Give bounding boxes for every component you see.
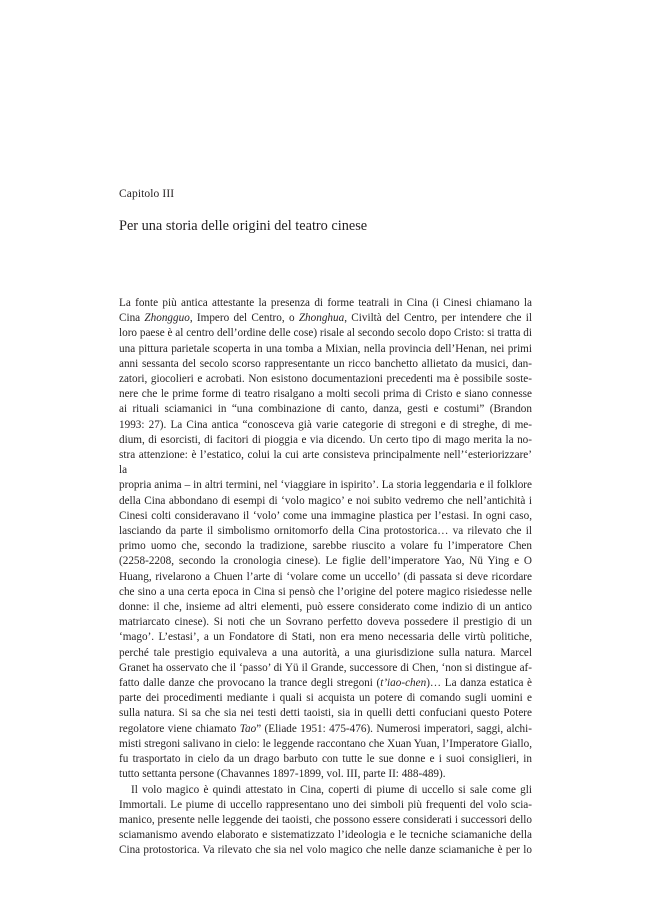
text-line: nere che le prime forme di teatro risalgano a molti secoli prima di Cristo e siano connesse xyxy=(119,388,532,401)
text-line: loro paese è al centro dell’ordine delle cose) risale al secondo secolo dopo Cristo: si tratta di xyxy=(119,327,532,340)
text-line: Immortali. Le piume di uccello rappresentano uno dei simboli più frequenti del volo scia- xyxy=(119,798,532,811)
text-line: una pittura parietale scoperta in una tomba a Mixian, nella provincia dell’Henan, nei primi xyxy=(119,342,532,355)
text-line: perché tale prestigio equivaleva a una autorità, a una giurisdizione sulla natura. Marcel xyxy=(119,646,532,659)
text-line: Cina Zhongguo, Impero del Centro, o Zhonghua, Civiltà del Centro, per intendere che il xyxy=(119,312,532,325)
text-line: manico, presente nelle leggende dei taoisti, che possono essere considerati i successori dello xyxy=(119,813,532,826)
text-line: sulla natura. Si sa che sia nei testi detti taoisti, sia in quelli detti confuciani questo Potere xyxy=(119,707,532,720)
text-line: tutto settanta persone (Chavannes 1897-1899, vol. III, parte II: 488-489). xyxy=(119,768,446,781)
chapter-title: Per una storia delle origini del teatro cinese xyxy=(119,218,368,234)
text-line: Il volo magico è quindi attestato in Cina, coperti di piume di uccello si sale come gli xyxy=(131,783,532,796)
text-line: dium, di esorcisti, di facitori di pioggia e via dicendo. Un certo tipo di mago merita la no- xyxy=(119,433,532,446)
text-line: fatto dalle danze che provocano la trance degli stregoni (t’iao-chen)… La danza estatica è xyxy=(119,677,532,690)
italic-term: Zhonghua xyxy=(298,312,345,325)
body-text xyxy=(119,296,532,859)
text-line: (2258-2208, secondo la cronologia cinese). Le figlie dell’imperatore Yao, Nü Ying e O xyxy=(119,555,532,568)
paragraph-1 xyxy=(119,296,532,783)
text-line: stra attenzione: è l’estatico, colui la cui arte consisteva principalmente nell’‘esteriorizzare’ la xyxy=(119,449,532,477)
text-line: donne: il che, insieme ad altri elementi, può essere considerato come indizio di un antico xyxy=(119,601,532,614)
text-line: ‘mago’. L’estasi’, a un Fondatore di Stati, non era meno necessaria delle virtù politiche, xyxy=(119,631,532,644)
text-line: parte dei procedimenti mediante i quali si acquista un potere di comando sugli uomini e xyxy=(119,692,532,705)
text-line: sciamanismo avendo elaborato e sistematizzato l’ideologia e le tecniche sciamaniche della xyxy=(119,829,532,842)
text-line: che sino a una certa epoca in Cina si pensò che l’origine del potere magico risiedesse nelle xyxy=(119,585,532,598)
text-line: Cinesi colti consideravano il ‘volo’ come una immagine plastica per l’estasi. In ogni caso, xyxy=(119,509,532,522)
text-line: regolatore viene chiamato Tao” (Eliade 1951: 475-476). Numerosi imperatori, saggi, alchi- xyxy=(119,722,532,735)
text-line: Granet ha osservato che il ‘passo’ di Yü il Grande, successore di Chen, ‘non si distingue af- xyxy=(119,661,532,674)
chapter-label: Capitolo III xyxy=(119,188,175,200)
italic-term: Zhongguo xyxy=(144,312,190,325)
text-line: Cina protostorica. Va rilevato che sia nel volo magico che nelle danze sciamaniche è per lo xyxy=(119,844,532,857)
text-line: misti stregoni salivano in cielo: le leggende raccontano che Xuan Yuan, l’Imperatore Giallo, xyxy=(119,737,532,750)
text-line: La fonte più antica attestante la presenza di forme teatrali in Cina (i Cinesi chiamano la xyxy=(119,297,532,309)
italic-term: t’iao-chen xyxy=(380,677,427,690)
text-line: propria anima – in altri termini, nel ‘viaggiare in ispirito’. La storia leggendaria e il folklore xyxy=(119,479,532,492)
text-line: fu trasportato in cielo da un drago barbuto con tutte le sue donne e i suoi consiglieri, in xyxy=(119,753,532,766)
italic-term: Tao xyxy=(239,722,257,735)
text-line: della Cina abbondano di esempi di ‘volo magico’ e noi subito vedremo che nell’antichità i xyxy=(119,494,532,507)
text-line: lasciando da parte il simbolismo ornitomorfo della Cina protostorica… va rilevato che il xyxy=(119,525,532,538)
text-line: 1993: 27). La Cina antica “conosceva già varie categorie di stregoni e di streghe, di me- xyxy=(119,418,532,431)
paragraph-2 xyxy=(119,783,532,859)
text-line: Huang, rivelarono a Chuen l’arte di ‘volare come un uccello’ (di passata si deve ricordare xyxy=(119,570,532,583)
text-line: ai rituali sciamanici in “una combinazione di canto, danza, gesti e costumi” (Brandon xyxy=(119,403,532,416)
text-line: zatori, giocolieri e acrobati. Non esistono documentazioni precedenti ma è possibile soste- xyxy=(119,373,532,386)
text-line: anni sessanta del secolo scorso rappresentante un ricco banchetto allietato da musici, dan- xyxy=(119,357,532,370)
text-line: matriarcato cinese). Si noti che un Sovrano perfetto doveva possedere il prestigio di un xyxy=(119,616,532,629)
text-line: primo uomo che, secondo la tradizione, sarebbe riuscito a volare fu l’imperatore Chen xyxy=(119,540,532,553)
